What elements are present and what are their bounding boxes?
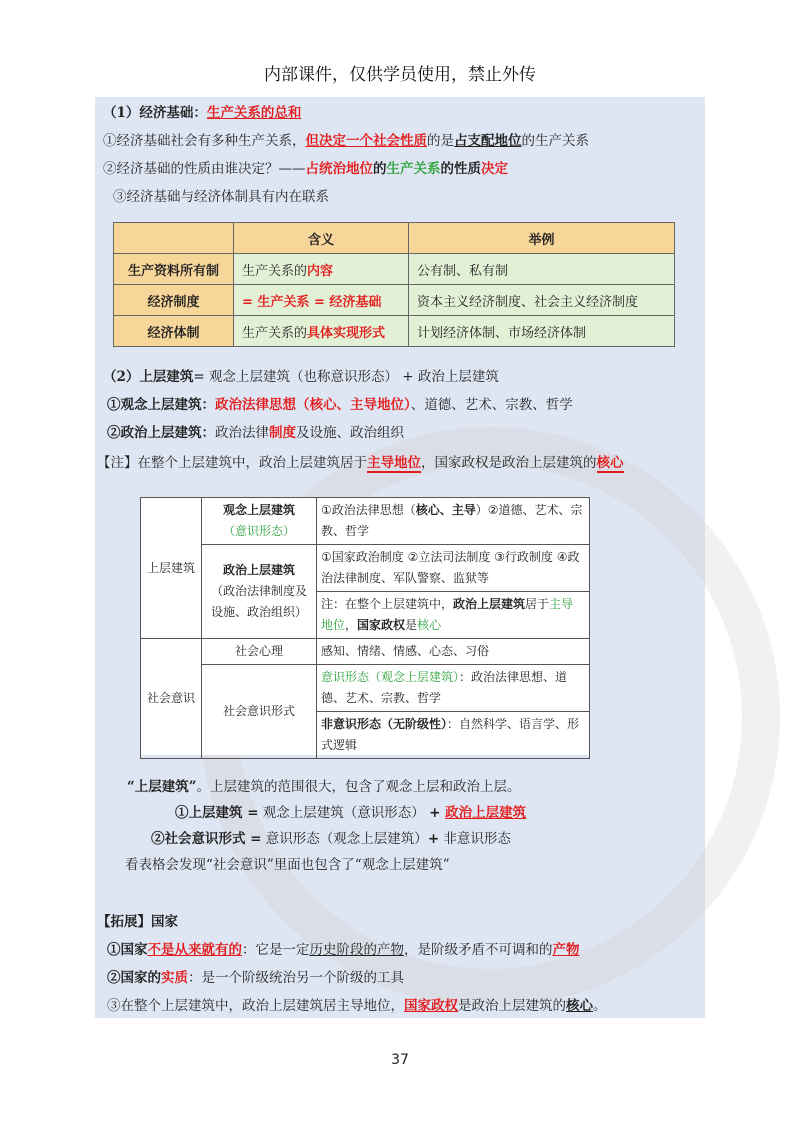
table-cell: 意识形态（观念上层建筑）：政治法律思想、道德、艺术、宗教、哲学 <box>317 665 590 712</box>
section-2-title: （2）上层建筑= 观念上层建筑（也称意识形态） + 政治上层建筑 <box>103 369 499 385</box>
page-number: 37 <box>391 1052 409 1068</box>
section-4-title: 【拓展】国家 <box>97 914 178 930</box>
table-row <box>141 498 590 545</box>
table-row <box>141 665 590 712</box>
table-cell: 生产关系的具体实现形式 <box>234 316 409 347</box>
section-3-line-4: 看表格会发现“社会意识”里面也包含了“观念上层建筑” <box>125 857 450 873</box>
table-cell: 观念上层建筑 （意识形态） <box>202 498 317 545</box>
table-row <box>114 254 675 285</box>
section-2-line-1: ①观念上层建筑：政治法律思想（核心、主导地位）、道德、艺术、宗教、哲学 <box>107 397 573 413</box>
table-cell: 非意识形态（无阶级性）：自然科学、语言学、形式逻辑 <box>317 712 590 759</box>
section-1-title <box>103 103 301 123</box>
table-cell: = 生产关系 = 经济基础 <box>234 285 409 316</box>
table-row <box>114 285 675 316</box>
table-row <box>141 545 590 592</box>
content-panel <box>95 97 705 1018</box>
table-cell: 注：在整个上层建筑中，政治上层建筑居于主导地位，国家政权是核心 <box>317 592 590 639</box>
section-2-line-2: ②政治上层建筑：政治法律制度及设施、政治组织 <box>107 425 404 441</box>
section-4-line-1: ①国家不是从来就有的：它是一定历史阶段的产物，是阶级矛盾不可调和的产物 <box>107 942 580 958</box>
section-3-line-2: ①上层建筑 = 观念上层建筑（意识形态） + 政治上层建筑 <box>175 805 527 821</box>
category-cell: 社会意识 <box>141 639 202 759</box>
column-header: 含义 <box>234 223 409 254</box>
section-4-line-2: ②国家的实质：是一个阶级统治另一个阶级的工具 <box>107 970 404 986</box>
page-header: 内部课件，仅供学员使用，禁止外传 <box>264 65 536 85</box>
section-1-line-2: ②经济基础的性质由谁决定？——占统治地位的生产关系的性质决定 <box>103 161 508 177</box>
superstructure-table <box>140 497 590 759</box>
section-1-label: （1）经济基础： <box>103 105 207 121</box>
table-cell: ①国家政治制度 ②立法司法制度 ③行政制度 ④政治法律制度、军队警察、监狱等 <box>317 545 590 592</box>
superstructure-table-image <box>140 497 590 755</box>
table-cell: 社会心理 <box>202 639 317 665</box>
section-4-line-3: ③在整个上层建筑中，政治上层建筑居主导地位，国家政权是政治上层建筑的核心。 <box>107 998 607 1014</box>
table-row <box>114 316 675 347</box>
table-cell: ①政治法律思想（核心、主导）②道德、艺术、宗教、哲学 <box>317 498 590 545</box>
row-header: 经济制度 <box>114 285 234 316</box>
table-cell: 资本主义经济制度、社会主义经济制度 <box>409 285 675 316</box>
table-cell: 公有制、私有制 <box>409 254 675 285</box>
category-cell: 上层建筑 <box>141 498 202 639</box>
section-1-definition: 生产关系的总和 <box>206 105 302 121</box>
section-1-line-3: ③经济基础与经济体制具有内在联系 <box>113 189 329 205</box>
table-cell: 计划经济体制、市场经济体制 <box>409 316 675 347</box>
section-3-line-3: ②社会意识形式 = 意识形态（观念上层建筑）+ 非意识形态 <box>151 831 511 847</box>
row-header: 经济体制 <box>114 316 234 347</box>
row-header: 生产资料所有制 <box>114 254 234 285</box>
table-cell: 感知、情绪、情感、心态、习俗 <box>317 639 590 665</box>
table-cell: 生产关系的内容 <box>234 254 409 285</box>
table-row <box>141 639 590 665</box>
section-3-line-1: “上层建筑”。上层建筑的范围很大，包含了观念上层和政治上层。 <box>127 779 521 795</box>
section-2-note: 【注】在整个上层建筑中，政治上层建筑居于主导地位，国家政权是政治上层建筑的核心 <box>97 455 624 471</box>
table-row <box>114 223 675 254</box>
economic-basis-table <box>113 222 675 347</box>
table-cell: 社会意识形式 <box>202 665 317 759</box>
column-header: 举例 <box>409 223 675 254</box>
section-1-line-1: ①经济基础社会有多种生产关系，但决定一个社会性质的是占支配地位的生产关系 <box>103 133 589 149</box>
table-cell: 政治上层建筑 （政治法律制度及设施、政治组织） <box>202 545 317 639</box>
